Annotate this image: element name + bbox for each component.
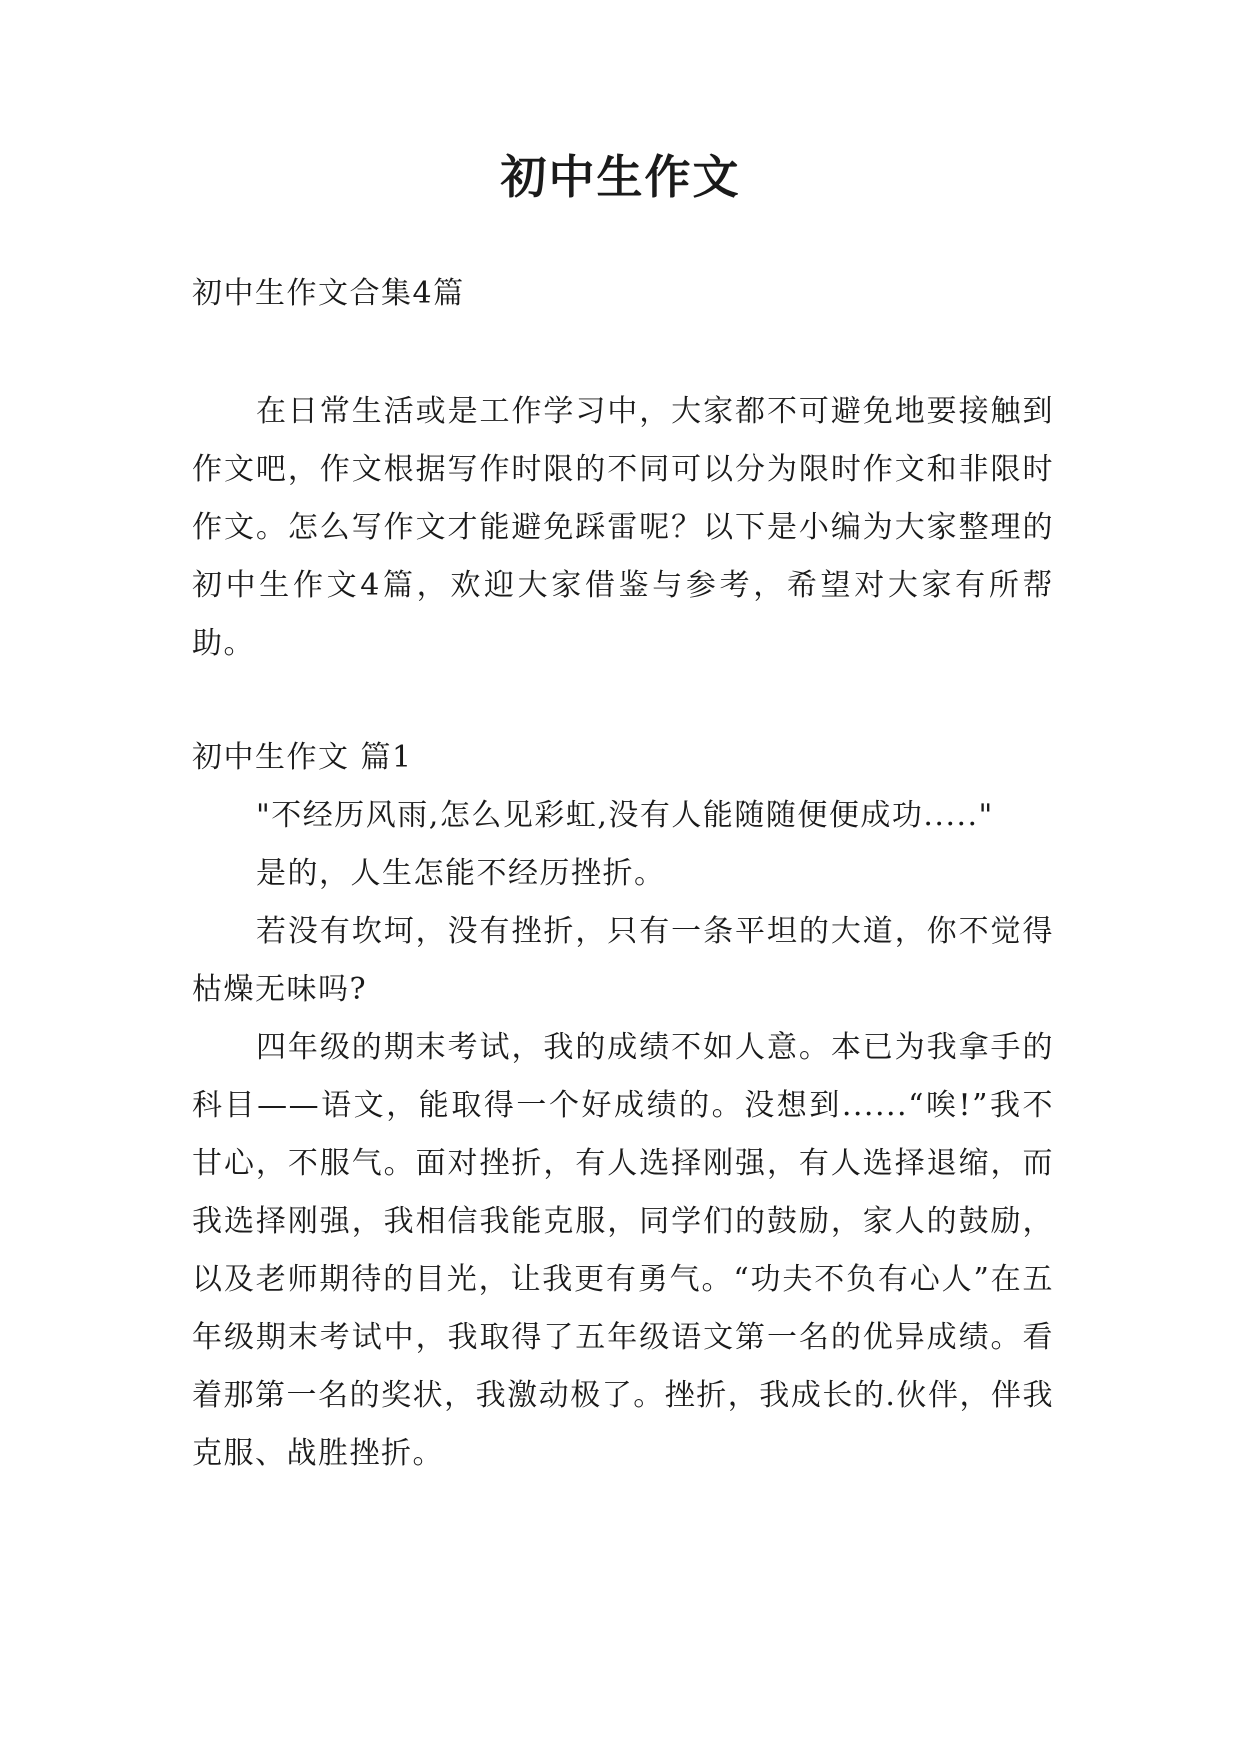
intro-paragraph: 在日常生活或是工作学习中，大家都不可避免地要接触到作文吧，作文根据写作时限的不同可以分为限时作文和非限时作文。怎么写作文才能避免踩雷呢？以下是小编为大家整理的初中生作文4篇，欢迎大家借鉴与参考，希望对大家有所帮助。 (192, 394, 1054, 661)
document-body (192, 265, 1054, 1483)
body-paragraph: "不经历风雨,怎么见彩虹,没有人能随随便便成功....." (256, 798, 994, 833)
body-paragraph: 若没有坎坷，没有挫折，只有一条平坦的大道，你不觉得枯燥无味吗? (192, 914, 1054, 1007)
collection-heading: 初中生作文合集4篇 (192, 276, 465, 311)
spacer (192, 673, 1054, 729)
body-paragraph: 是的，人生怎能不经历挫折。 (256, 856, 666, 891)
document-title: 初中生作文 (500, 150, 741, 204)
body-paragraph: 四年级的期末考试，我的成绩不如人意。本已为我拿手的科目——语文，能取得一个好成绩的。没想到......“唉!”我不甘心，不服气。面对挫折，有人选择刚强，有人选择退缩，而我选择刚强，我相信我能克服，同学们的鼓励，家人的鼓励，以及老师期待的目光，让我更有勇气。“功夫不负有心人”在五年级期末考试中，我取得了五年级语文第一名的优异成绩。看着那第一名的奖状，我激动极了。挫折，我成长的.伙伴，伴我克服、战胜挫折。 (192, 1030, 1054, 1471)
spacer (192, 323, 1054, 383)
section-heading: 初中生作文 篇1 (192, 740, 413, 775)
